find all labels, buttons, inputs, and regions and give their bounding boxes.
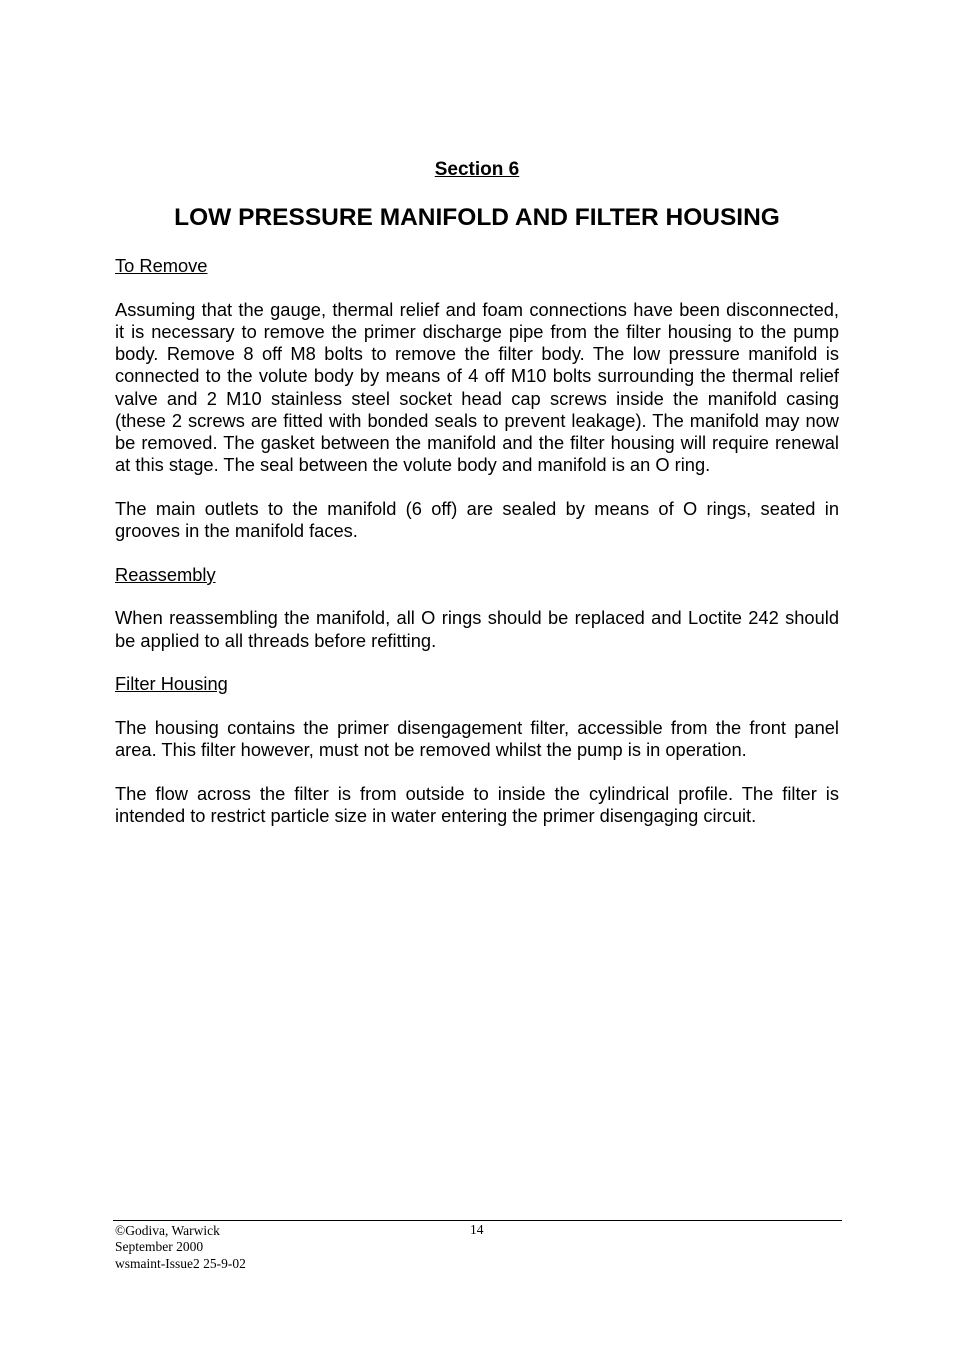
to-remove-heading: To Remove [115,255,208,276]
to-remove-paragraph-2: The main outlets to the manifold (6 off) are sealed by means of O rings, seated in grooves in the manifold faces. [115,497,839,542]
filter-housing-paragraph-2: The flow across the filter is from outside to inside the cylindrical profile. The filter is intended to restrict particle size in water entering the primer disengaging circuit. [115,782,839,827]
footer-copyright: ©Godiva, Warwick [115,1223,220,1238]
footer-divider [113,1220,842,1221]
page-title: LOW PRESSURE MANIFOLD AND FILTER HOUSING [174,204,780,231]
to-remove-paragraph-1: Assuming that the gauge, thermal relief and foam connections have been disconnected, it is necessary to remove the primer discharge pipe from the filter housing to the pump body. Remove 8 off M8 bolts to remove the filter body. The low pressure manifold is connected to the volute body by means of 4 off M10 bolts surrounding the thermal relief valve and 2 M10 stainless steel socket head cap screws inside the manifold casing (these 2 screws are fitted with bonded seals to prevent leakage). The manifold may now be removed. The gasket between the manifold and the filter housing will require renewal at this stage. The seal between the volute body and manifold is an O ring. [115,298,839,476]
reassembly-heading: Reassembly [115,563,216,585]
footer-date: September 2000 [115,1239,204,1255]
page-number: 14 [470,1222,484,1237]
footer-info [115,1223,246,1272]
filter-housing-paragraph-1: The housing contains the primer disengagement filter, accessible from the front panel area. This filter however, must not be removed whilst the pump is in operation. [115,717,839,761]
filter-housing-heading: Filter Housing [115,673,228,695]
footer-doc-ref: wsmaint-Issue2 25-9-02 [115,1255,246,1271]
reassembly-paragraph: When reassembling the manifold, all O rings should be replaced and Loctite 242 should be applied to all threads before refitting. [115,607,839,651]
document-body [115,255,839,849]
section-label: Section 6 [434,159,520,180]
